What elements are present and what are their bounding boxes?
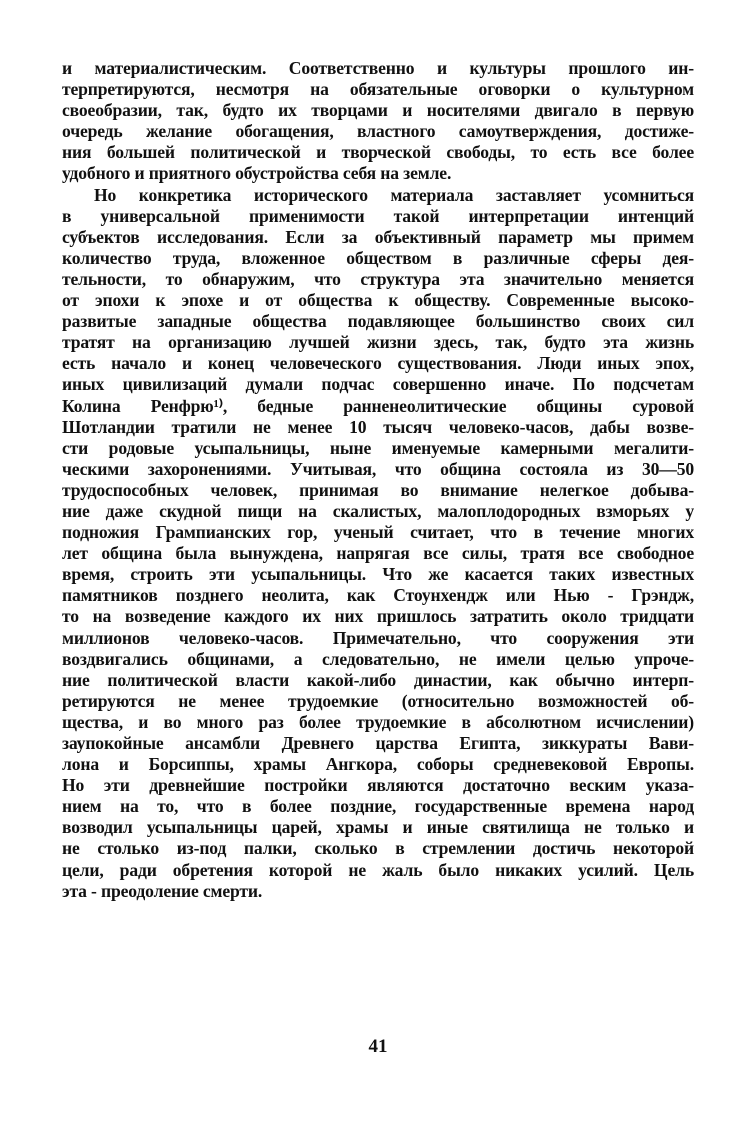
body-text (62, 58, 694, 902)
text-line: время, строить эти усыпальницы. Что же касается таких известных (62, 564, 694, 585)
text-line: возводил усыпальницы царей, храмы и иные святилища не только и (62, 817, 694, 838)
text-line: щества, и во много раз более трудоемкие в абсолютном исчислении) (62, 711, 694, 732)
text-line: Колина Ренфрю¹⁾, бедные ранненеолитические общины суровой (62, 395, 694, 416)
text-line: эта - преодоление смерти. (62, 880, 263, 901)
text-line: от эпохи к эпохе и от общества к обществу. Современные высоко- (62, 290, 694, 311)
text-line: заупокойные ансамбли Древнего царства Египта, зиккураты Вави- (62, 733, 694, 753)
text-line: цели, ради обретения которой не жаль было никаких усилий. Цель (62, 859, 694, 880)
text-line: Шотландии тратили не менее 10 тысяч человеко-часов, дабы возве- (62, 416, 694, 437)
page-number: 41 (368, 1036, 388, 1057)
text-line: тратят на организацию лучшей жизни здесь, так, будто эта жизнь (62, 332, 694, 353)
text-line: ческими захоронениями. Учитывая, что община состояла из 30—50 (62, 458, 694, 479)
text-line: то на возведение каждого их них пришлось затратить около тридцати (62, 606, 694, 627)
text-line: лет община была вынуждена, напрягая все силы, тратя все свободное (62, 543, 694, 564)
text-line: очередь желание обогащения, властного самоутверждения, достиже- (62, 121, 694, 142)
text-line: Но эти древнейшие постройки являются достаточно веским указа- (62, 775, 694, 796)
text-line: Но конкретика исторического материала заставляет усомниться (94, 184, 694, 205)
text-line: ние даже скудной пищи на скалистых, малоплодородных взморьях у (62, 500, 694, 521)
text-line: тельности, то обнаружим, что структура эта значительно меняется (62, 268, 694, 289)
text-line: в универсальной применимости такой интерпретации интенций (62, 205, 694, 226)
text-line: нием на то, что в более поздние, государственные времена народ (62, 796, 694, 817)
text-line: удобного и приятного обустройства себя на земле. (62, 163, 452, 184)
text-line: сти родовые усыпальницы, ныне именуемые камерными мегалити- (62, 437, 694, 458)
text-line: иных цивилизаций думали подчас совершенно иначе. По подсчетам (62, 374, 694, 395)
text-line: миллионов человеко-часов. Примечательно, что сооружения эти (62, 627, 694, 648)
text-line: воздвигались общинами, а следовательно, не имели целью упроче- (62, 648, 694, 669)
text-line: не столько из-под палки, сколько в стремлении достичь некоторой (62, 838, 694, 859)
text-line: подножия Грампианских гор, ученый считает, что в течение многих (62, 522, 694, 543)
text-line: количество труда, вложенное обществом в различные сферы дея- (62, 247, 694, 268)
text-line: памятников позднего неолита, как Стоунхендж или Нью - Грэндж, (62, 585, 694, 606)
text-line: своеобразии, так, будто их творцами и носителями двигало в первую (62, 100, 694, 121)
text-line: ние политической власти какой-либо династии, как обычно интерп- (62, 669, 694, 690)
text-line: терпретируются, несмотря на обязательные оговорки о культурном (62, 79, 694, 100)
text-line: трудоспособных человек, принимая во внимание нелегкое добыва- (62, 479, 694, 500)
text-line: лона и Борсиппы, храмы Ангкора, соборы средневековой Европы. (62, 754, 694, 775)
text-line: ретируются не менее трудоемкие (относительно возможностей об- (62, 690, 694, 711)
text-line: субъектов исследования. Если за объективный параметр мы примем (62, 226, 694, 247)
text-line: есть начало и конец человеческого существования. Люди иных эпох, (62, 353, 694, 374)
text-line: и материалистическим. Соответственно и культуры прошлого ин- (62, 58, 694, 78)
text-line: развитые западные общества подавляющее большинство своих сил (62, 311, 694, 332)
text-line: ния большей политической и творческой свободы, то есть все более (62, 142, 694, 163)
